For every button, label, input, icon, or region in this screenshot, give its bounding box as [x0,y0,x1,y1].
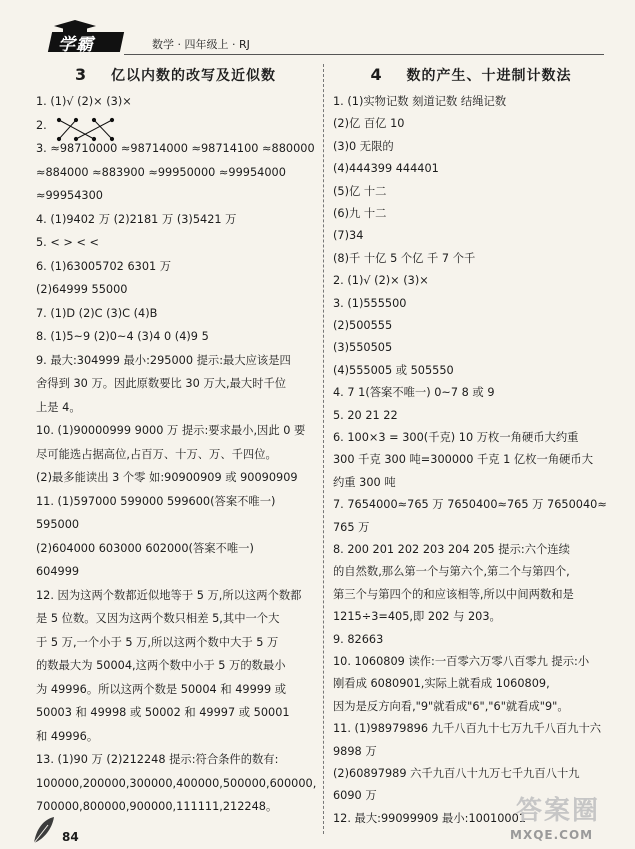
left-answer-line: 4. (1)9402 万 (2)2181 万 (3)5421 万 [36,212,237,226]
leaf-icon [30,815,56,845]
right-answer-line: (7)34 [333,229,364,243]
right-answer-line: 1215÷3=405,即 202 与 203。 [333,610,501,624]
right-answer-line: 2. (1)√ (2)× (3)× [333,274,429,288]
right-answer-line: 10. 1060809 读作:一百零六万零八百零九 提示:小 [333,655,590,668]
left-answer-line: 舍得到 30 万。因此原数要比 30 万大,最大时千位 [36,377,287,390]
left-answer-line: 上是 4。 [36,400,81,414]
left-answer-line: 7. (1)D (2)C (3)C (4)B [36,306,158,320]
right-answer-line: 9. 82663 [333,632,384,646]
left-answer-line: ≈99954300 [36,189,103,202]
right-answer-line: 9898 万 [333,744,377,758]
left-answer-line: 12. 因为这两个数都近似地等于 5 万,所以这两个数都 [36,588,302,602]
left-answer-line: 于 5 万,一个小于 5 万,所以这两个数中大于 5 万 [36,635,279,649]
left-answer-line: 和 49996。 [36,729,99,743]
section-title-left [32,62,319,88]
section-title-right [330,62,612,88]
left-answer-line: 5. < > < < [36,236,100,249]
right-answer-line: (4)444399 444401 [333,162,439,176]
right-answer-line: (2)亿 百亿 10 [333,117,405,131]
left-column [32,62,319,88]
right-answer-line: 刚看成 6080901,实际上就看成 1060809, [333,677,550,691]
left-answer-line: 3. ≈98710000 ≈98714000 ≈98714100 ≈880000 [36,142,315,155]
right-answer-line: 11. (1)98979896 九千八百九十七万九千八百九十六 [333,722,602,736]
right-answer-line: (2)500555 [333,319,393,332]
logo [42,20,124,56]
right-answer-line: 765 万 [333,520,370,534]
right-answer-line: 1. (1)实物记数 刻道记数 结绳记数 [333,95,507,108]
right-answer-line: (3)550505 [333,341,393,355]
right-answer-line: 300 千克 300 吨=300000 千克 1 亿枚一角硬币大 [333,453,594,467]
right-answer-line: 第三个与第四个的和应该相等,所以中间两数和是 [333,587,574,601]
left-answer-line: 700000,800000,900000,111111,212248。 [36,800,278,813]
page-header [0,0,635,60]
section-number: 3 [74,65,88,84]
left-answer-line: 9. 最大:304999 最小:295000 提示:最大应该是四 [36,353,291,367]
left-answer-line: 8. (1)5~9 (2)0~4 (3)4 0 (4)9 5 [36,330,209,343]
section-heading: 亿以内数的改写及近似数 [111,68,276,84]
watermark-site: MXQE.COM [510,828,594,842]
left-answer-line: 50003 和 49998 或 50002 和 49997 或 50001 [36,706,290,719]
watermark-logo: 答案圈 [516,796,601,826]
left-answer-line: ≈884000 ≈883900 ≈99950000 ≈99954000 [36,165,286,179]
left-answer-line: 595000 [36,518,80,531]
left-answer-line: 的数最大为 50004,这两个数中小于 5 万的数最小 [36,659,286,672]
left-answer-line: 为 49996。所以这两个数是 50004 和 49999 或 [36,682,287,696]
right-answer-line: 因为是反方向看,"9"就看成"6","6"就看成"9"。 [333,699,569,713]
right-answer-line: (5)亿 十二 [333,184,387,198]
section-heading: 数的产生、十进制计数法 [406,68,572,84]
left-answer-line: 是 5 位数。又因为这两个数只相差 5,其中一个大 [36,612,280,625]
right-answer-line: (4)555005 或 505550 [333,363,454,377]
left-answer-line: 604999 [36,565,80,578]
right-answer-line: 5. 20 21 22 [333,408,398,422]
book-title: 数学 · 四年级上 · RJ [152,38,250,51]
right-answer-line: 的自然数,那么第一个与第六个,第二个与第四个, [333,565,570,579]
left-answer-line: 13. (1)90 万 (2)212248 提示:符合条件的数有: [36,753,279,766]
right-answer-line: 约重 300 吨 [333,475,396,489]
left-answer-line: 2. [36,118,47,132]
left-answer-line: 1. (1)√ (2)× (3)× [36,95,132,108]
watermark [510,790,630,845]
left-answer-line: (2)64999 55000 [36,283,128,296]
left-answer-line: (2)604000 603000 602000(答案不唯一) [36,541,254,555]
logo-text: 学霸 [58,35,94,55]
section-number: 4 [370,65,383,84]
right-answer-line: (2)60897989 六千九百八十九万七千九百八十九 [333,767,580,780]
right-answer-line: (6)九 十二 [333,207,387,220]
right-answer-line: 6090 万 [333,789,377,803]
page-number: 84 [62,830,79,844]
left-answer-line: 尽可能选占据高位,占百万、十万、万、千四位。 [36,447,277,461]
right-answer-line: (3)0 无限的 [333,139,394,153]
header-rule [124,54,604,55]
right-answer-line: 3. (1)555500 [333,296,407,310]
right-answer-line: 6. 100×3 = 300(千克) 10 万枚一角硬币大约重 [333,431,579,444]
left-answer-line: 11. (1)597000 599000 599600(答案不唯一) [36,494,276,508]
right-column [330,62,612,88]
column-divider [323,64,324,834]
right-answer-line: 12. 最大:99099909 最小:10010001 [333,811,526,825]
left-answer-line: 100000,200000,300000,400000,500000,600000, [36,776,317,790]
right-answer-line: 7. 7654000≈765 万 7650400≈765 万 7650040≈ [333,498,607,512]
matching-lines-diagram [56,117,116,143]
right-answer-line: (8)千 十亿 5 个亿 千 7 个千 [333,251,476,265]
left-answer-line: 10. (1)90000999 9000 万 提示:要求最小,因此 0 要 [36,424,306,437]
left-answer-line: 6. (1)63005702 6301 万 [36,259,172,273]
right-answer-line: 4. 7 1(答案不唯一) 0~7 8 或 9 [333,386,495,400]
left-answer-line: (2)最多能读出 3 个零 如:90900909 或 90090909 [36,471,298,484]
right-answer-line: 8. 200 201 202 203 204 205 提示:六个连续 [333,543,570,556]
